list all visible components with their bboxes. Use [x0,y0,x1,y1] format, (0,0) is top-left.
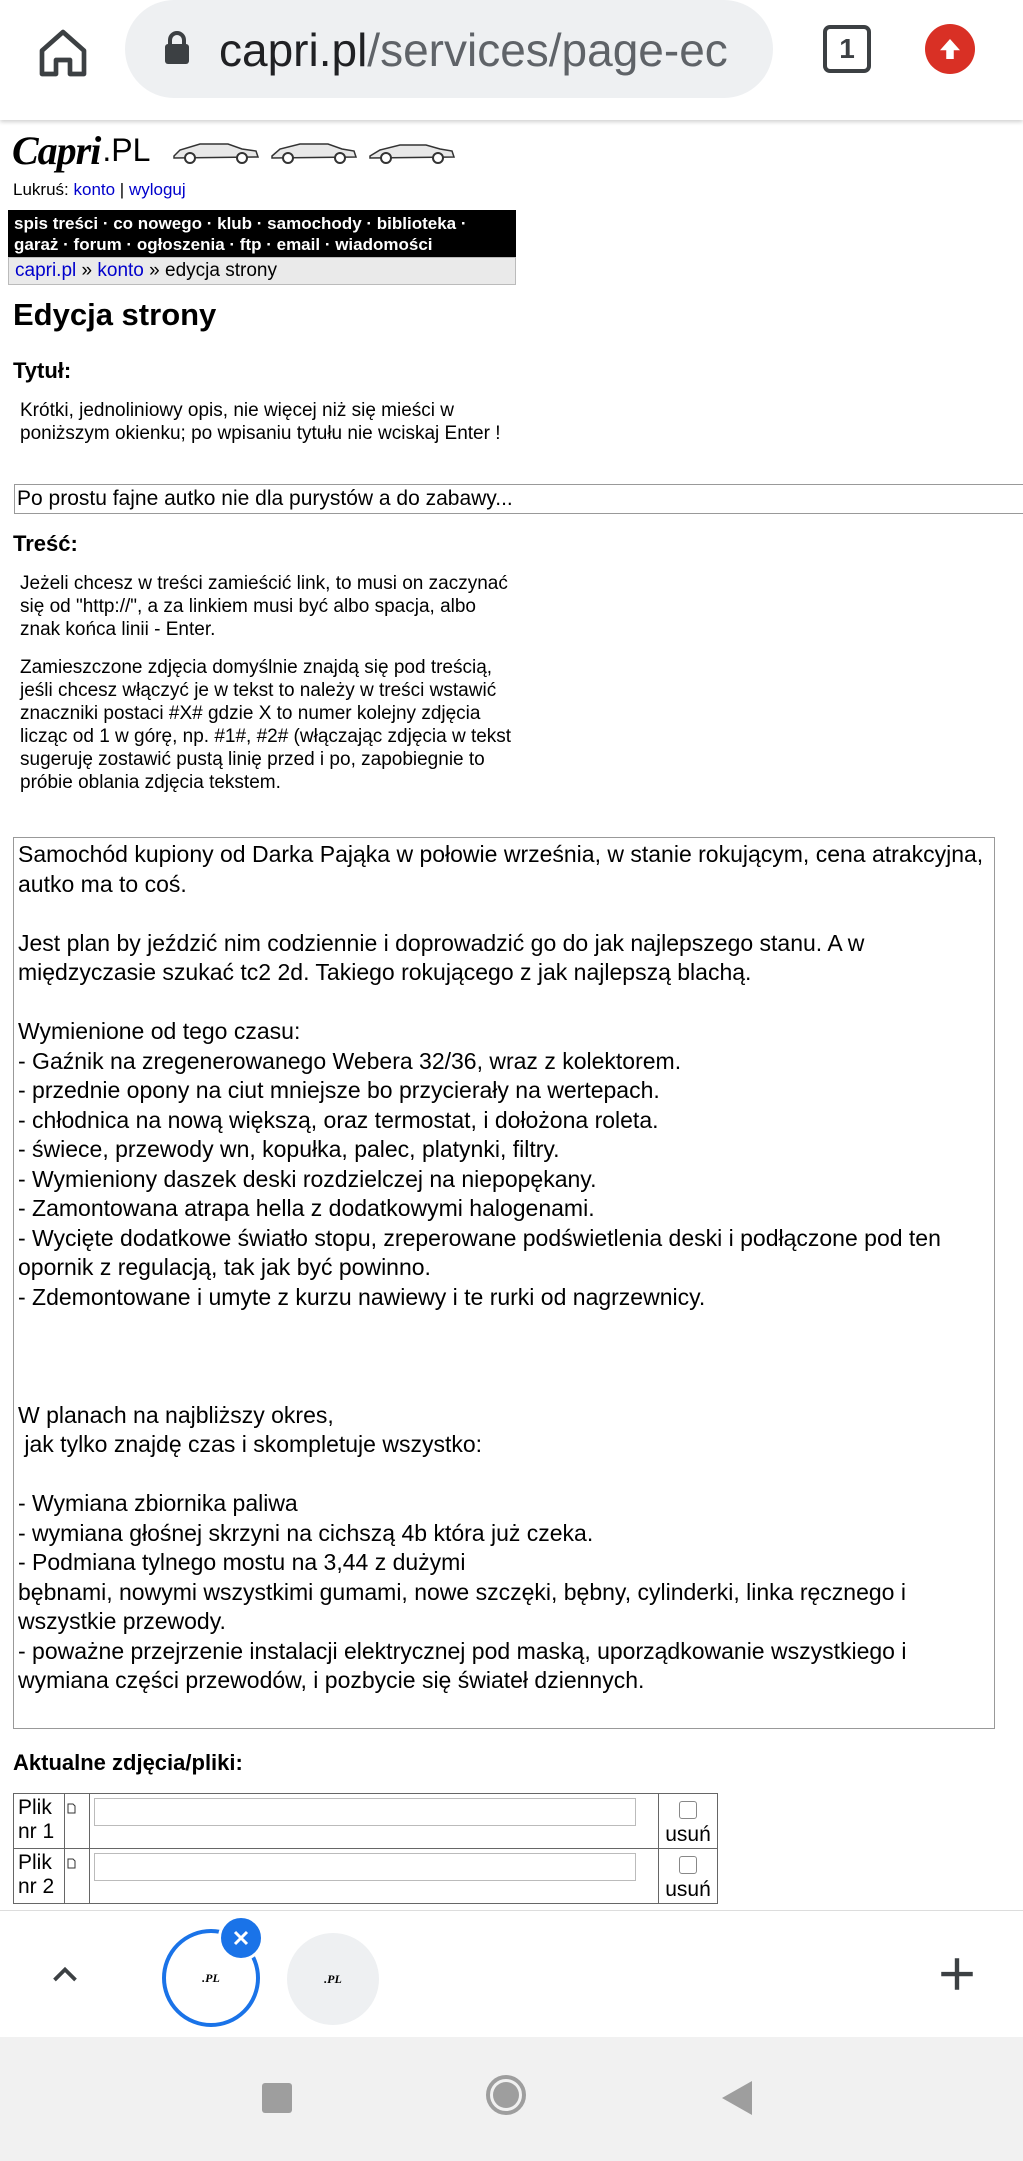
file-name: Plik nr 1 [14,1794,65,1849]
home-button[interactable] [28,18,98,88]
page-title: Edycja strony [13,297,217,332]
browser-toolbar [0,0,1023,120]
file-description-input[interactable] [94,1853,636,1881]
recents-icon[interactable] [262,2083,292,2113]
new-tab-button[interactable] [932,1949,982,1999]
logo-suffix: .PL [102,131,151,168]
car-icon [366,134,458,166]
logout-link[interactable]: wyloguj [128,180,186,199]
page-content [0,120,1023,1910]
car-icon [170,134,262,166]
table-row [14,1794,718,1849]
user-name: Lukruś: [13,180,69,199]
breadcrumb [8,257,516,285]
url-host: capri.pl [219,24,368,76]
file-icon [67,1803,76,1814]
delete-checkbox[interactable] [679,1856,697,1874]
tab-favicon: .PL [324,1971,342,1986]
delete-label: usuń [665,1823,711,1846]
nav-item-email[interactable]: email [276,235,321,254]
car-icon [268,134,360,166]
collapse-tab-strip-button[interactable] [40,1949,90,1999]
url-text [219,20,759,80]
url-path: /services/page-ec [367,24,728,76]
nav-item-klub[interactable]: klub [217,214,253,233]
logo-text: Capri [12,127,101,173]
breadcrumb-separator: » [149,260,160,281]
tab-favicon: .PL [202,1970,220,1985]
close-tab-button[interactable] [218,1915,264,1961]
address-bar[interactable] [125,0,773,98]
nav-item-co-nowego[interactable]: co nowego [113,214,202,233]
tab-strip [0,1910,1023,2037]
nav-item-biblioteka[interactable]: biblioteka [376,214,457,233]
breadcrumb-separator: » [81,260,93,281]
title-label: Tytuł: [13,358,72,383]
system-nav-bar [0,2036,1023,2161]
lock-icon [163,30,191,66]
nav-item-ogloszenia[interactable]: ogłoszenia [136,235,225,254]
account-link[interactable]: konto [73,180,116,199]
files-table [13,1793,718,1904]
home-icon[interactable] [486,2075,526,2115]
nav-item-wiadomosci[interactable]: wiadomości [335,235,433,254]
file-name: Plik nr 2 [14,1849,65,1904]
main-nav: spis treści · co nowego · klub · samochody · biblioteka · garaż · forum · ogłoszenia · ftp · email · wiadomości [8,210,516,258]
content-hint-images: Zamieszczone zdjęcia domyślnie znajdą się pod treścią, jeśli chcesz włączyć je w tekst to należy w treści wstawić znaczniki postaci #X# gdzie X to numer kolejny zdjęcia licząc od 1 w górę, np. #1#, #2# (włączając zdjęcia w tekst sugeruję zostawić pustą linię przed i po, zapobiegnie to próbie oblania zdjęcia tekstem. [20,657,512,793]
breadcrumb-home[interactable]: capri.pl [15,260,77,281]
content-textarea[interactable]: Samochód kupiony od Darka Pająka w połowie września, w stanie rokującym, cena atrakcyjna, autko ma to coś. Jest plan by jeździć nim codziennie i doprowadzić go do jak najlepszego stanu. A w międzyczasie szukać tc2 2d. Takiego rokującego z jak najlepszą blachą. Wymienione od tego czasu: - Gaźnik na zregenerowanego Webera 32/36, wraz z kolektorem. - przednie opony na ciut mniejsze bo przycierały na wertepach. - chłodnica na nową większą, oraz termostat, i dołożona roleta. - świece, przewody wn, kopułka, palec, platynki, filtry. - Wymieniony daszek deski rozdzielczej na niepopękany. - Zamontowana atrapa hella z dodatkowymi halogenami. - Wycięte dodatkowe światło stopu, zreperowane podświetlenia deski i podłączone pod ten opornik z regulacją, tak jak być powinno. - Zdemontowane i umyte z kurzu nawiewy i te rurki od nagrzewnicy. W planach na najbliższy okres, jak tylko znajdę czas i skompletuje wszystko: - Wymiana zbiornika paliwa - wymiana głośnej skrzyni na cichszą 4b która już czeka. - Podmiana tylnego mostu na 3,44 z dużymi bębnami, nowymi wszystkimi gumami, nowe szczęki, bębny, cylinderki, linka ręcznego i wszystkie przewody. - poważne przejrzenie instalacji elektrycznej pod maską, uporządkowanie wszystkiego i wymiana części przewodów, i pozbycie się świateł dziennych. [13,837,995,1729]
file-icon [67,1858,76,1869]
home-icon [35,25,91,81]
plus-icon [936,1953,978,1995]
delete-label: usuń [665,1878,711,1901]
update-icon [935,34,965,64]
nav-item-spis[interactable]: spis treści [14,214,99,233]
close-icon [231,1928,251,1948]
title-hint: Krótki, jednoliniowy opis, nie więcej niż się mieści w poniższym okienku; po wpisaniu tytułu nie wciskaj Enter ! [20,400,501,444]
content-hint-links: Jeżeli chcesz w treści zamieścić link, to musi on zaczynać się od "http://", a za linkiem musi być albo spacja, albo znak końca linii - Enter. [20,573,508,640]
tab-switcher-button[interactable] [818,18,876,80]
nav-item-samochody[interactable]: samochody [267,214,362,233]
delete-checkbox[interactable] [679,1801,697,1819]
site-logo[interactable] [12,120,464,180]
nav-item-forum[interactable]: forum [73,235,122,254]
breadcrumb-current: edycja strony [165,260,277,281]
files-label: Aktualne zdjęcia/pliki: [13,1750,243,1775]
title-input[interactable]: Po prostu fajne autko nie dla purystów a do zabawy... [14,484,1023,514]
nav-item-ftp[interactable]: ftp [239,235,262,254]
tab-switcher-icon: 1 [823,25,871,73]
chevron-up-icon [47,1956,83,1992]
breadcrumb-account[interactable]: konto [97,260,144,281]
content-label: Treść: [13,531,78,556]
nav-item-garaz[interactable]: garaż [14,235,59,254]
file-description-input[interactable] [94,1798,636,1826]
user-bar: Lukruś: konto | wyloguj [13,180,186,199]
update-button[interactable] [925,24,975,74]
table-row [14,1849,718,1904]
back-icon[interactable] [720,2079,754,2117]
tab-thumbnail[interactable] [287,1933,379,2025]
